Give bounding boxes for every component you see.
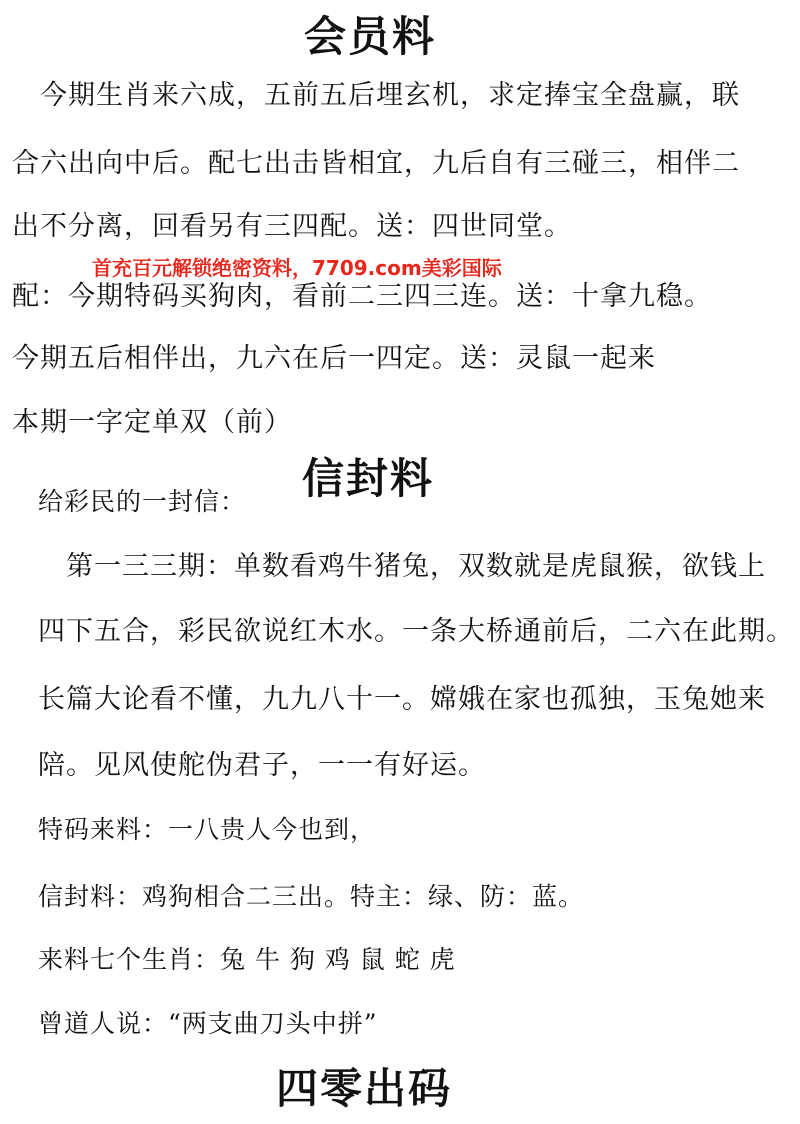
member-line-5: 今期五后相伴出，九六在后一四定。送：灵鼠一起来 [12,343,656,374]
member-line-6: 本期一字定单双（前） [12,407,292,438]
letter-greeting: 给彩民的一封信： [38,487,247,516]
seven-zodiac-line: 来料七个生肖：兔 牛 狗 鸡 鼠 蛇 虎 [38,945,456,974]
member-line-2: 合六出向中后。配七出击皆相宜，九后自有三碰三，相伴二 [12,148,740,179]
letter-line-3: 长篇大论看不懂，九九八十一。嫦娥在家也孤独，玉兔她来 [38,684,766,715]
letter-line-2: 四下五合，彩民欲说红木水。一条大桥通前后，二六在此期。 [38,616,794,647]
special-source-line: 特码来料：一八贵人今也到， [38,815,377,844]
letter-line-4: 陪。见风使舵伪君子，一一有好运。 [38,750,486,781]
title-envelope-material: 信封料 [302,454,435,503]
letter-line-1: 第一三三期：单数看鸡牛猪兔，双数就是虎鼠猴，欲钱上 [66,551,766,582]
watermark-banner: 首充百元解锁绝密资料，7709.com美彩国际 [92,256,502,280]
taoist-line: 曾道人说：“两支曲刀头中拼” [38,1009,378,1038]
pei-line: 配：今期特码买狗肉，看前二三四三连。送：十拿九稳。 [12,281,712,312]
envelope-line: 信封料：鸡狗相合二三出。特主：绿、防：蓝。 [38,882,585,911]
member-line-3: 出不分离，回看另有三四配。送：四世同堂。 [12,211,572,242]
title-four-zero: 四零出码 [276,1064,453,1113]
member-line-1: 今期生肖来六成，五前五后埋玄机，求定捧宝全盘赢，联 [40,80,740,111]
title-member-material: 会员料 [304,12,437,61]
